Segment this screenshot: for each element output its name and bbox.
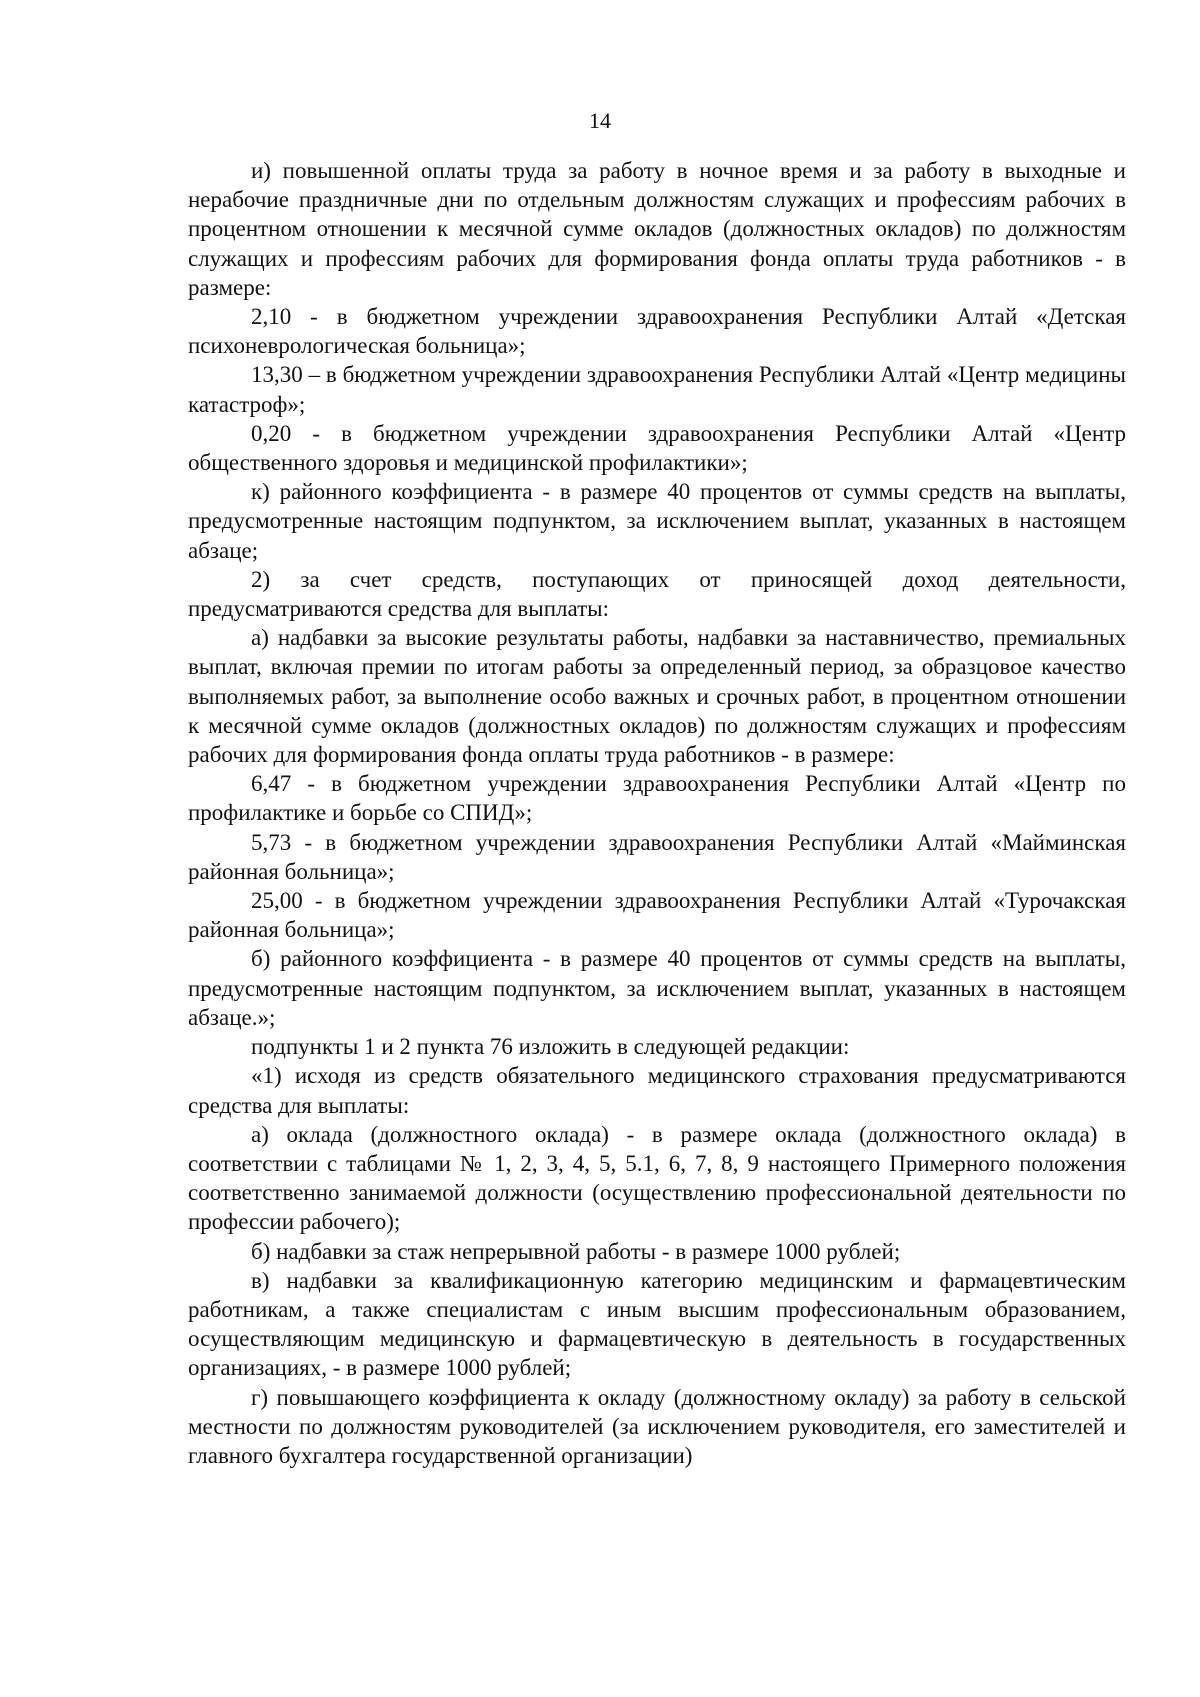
paragraph-rate-6-47: 6,47 - в бюджетном учреждении здравоохранения Республики Алтай «Центр по профилактике и борьбе со СПИД»;	[188, 771, 1126, 826]
document-body	[188, 156, 1126, 1470]
paragraph-i: и) повышенной оплаты труда за работу в ночное время и за работу в выходные и нерабочие праздничные дни по отдельным должностям служащих и профессиям рабочих в процентном отношении к месячной сумме окладов (должностных окладов) по должностям служащих и профессиям рабочих для формирования фонда оплаты труда работников - в размере:	[188, 158, 1126, 300]
paragraph-1: «1) исходя из средств обязательного медицинского страхования предусматриваются средства для выплаты:	[188, 1063, 1126, 1118]
paragraph-a: а) надбавки за высокие результаты работы, надбавки за наставничество, премиальных выплат, включая премии по итогам работы за определенный период, за образцовое качество выполняемых работ, за выполнение особо важных и срочных работ, в процентном отношении к месячной сумме окладов (должностных окладов) по должностям служащих и профессиям рабочих для формирования фонда оплаты труда работников - в размере:	[188, 625, 1126, 768]
paragraph-subitems-76: подпункты 1 и 2 пункта 76 изложить в следующей редакции:	[251, 1034, 850, 1060]
paragraph-v-qualification: в) надбавки за квалификационную категорию медицинским и фармацевтическим работникам, а также специалистам с иным высшим профессиональным образованием, осуществляющим медицинскую и фармацевтическую в деятельность в государственных организациях, - в размере 1000 рублей;	[188, 1267, 1126, 1381]
paragraph-rate-2-10: 2,10 - в бюджетном учреждении здравоохранения Республики Алтай «Детская психоневрологическая больница»;	[188, 304, 1126, 359]
paragraph-rate-5-73: 5,73 - в бюджетном учреждении здравоохранения Республики Алтай «Майминская районная больница»;	[188, 829, 1126, 884]
paragraph-rate-25-00: 25,00 - в бюджетном учреждении здравоохранения Республики Алтай «Турочакская районная больница»;	[188, 888, 1126, 943]
paragraph-b: б) районного коэффициента - в размере 40 процентов от суммы средств на выплаты, предусмотренные настоящим подпунктом, за исключением выплат, указанных в настоящем абзаце.»;	[188, 946, 1126, 1030]
paragraph-a-salary: а) оклада (должностного оклада) - в размере оклада (должностного оклада) в соответствии с таблицами № 1, 2, 3, 4, 5, 5.1, 6, 7, 8, 9 настоящего Примерного положения соответственно занимаемой должности (осуществлению профессиональной деятельности по профессии рабочего);	[188, 1121, 1126, 1235]
paragraph-rate-13-30: 13,30 – в бюджетном учреждении здравоохранения Республики Алтай «Центр медицины катастроф»;	[188, 362, 1126, 417]
paragraph-rate-0-20: 0,20 - в бюджетном учреждении здравоохранения Республики Алтай «Центр общественного здоровья и медицинской профилактики»;	[188, 420, 1126, 476]
paragraph-k: к) районного коэффициента - в размере 40 процентов от суммы средств на выплаты, предусмотренные настоящим подпунктом, за исключением выплат, указанных в настоящем абзаце;	[188, 479, 1126, 563]
paragraph-b-seniority: б) надбавки за стаж непрерывной работы - в размере 1000 рублей;	[251, 1238, 901, 1264]
page-number: 14	[589, 108, 611, 133]
paragraph-g-rural: г) повышающего коэффициента к окладу (должностному окладу) за работу в сельской местности по должностям руководителей (за исключением руководителя, его заместителей и главного бухгалтера государственной организации)	[188, 1384, 1126, 1468]
paragraph-2: 2) за счет средств, поступающих от приносящей доход деятельности, предусматриваются средства для выплаты:	[188, 566, 1126, 622]
